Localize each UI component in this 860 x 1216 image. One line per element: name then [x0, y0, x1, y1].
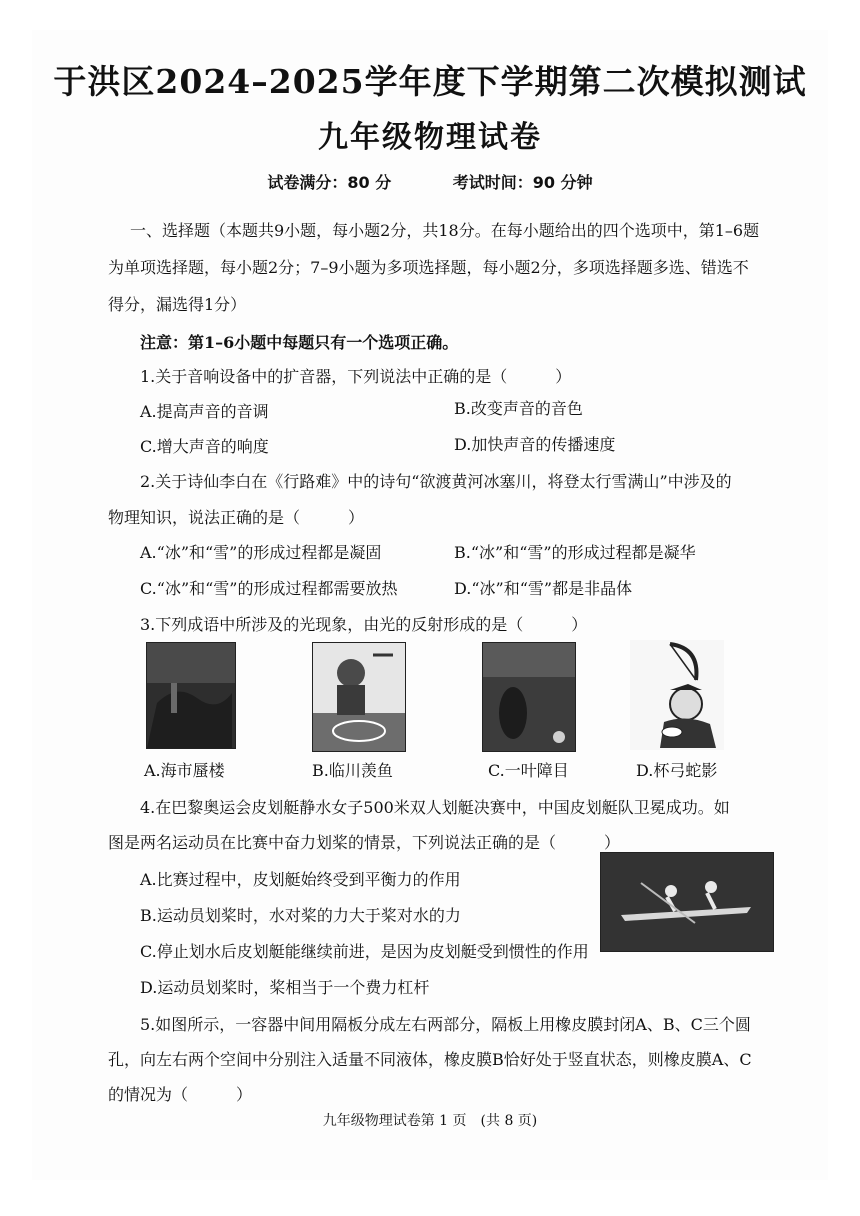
- q3-caption-d: D.杯弓蛇影: [636, 761, 718, 780]
- q2-stem-line1: 2.关于诗仙李白在《行路难》中的诗句“欲渡黄河冰塞川，将登太行雪满山”中涉及的: [140, 472, 732, 491]
- exam-page: [32, 30, 828, 1180]
- q3-caption-a: A.海市蜃楼: [144, 761, 225, 780]
- q4-option-c: C.停止划水后皮划艇能继续前进，是因为皮划艇受到惯性的作用: [140, 942, 589, 961]
- page-footer: 九年级物理试卷第 1 页 (共 8 页): [322, 1113, 538, 1129]
- q1-stem: 1.关于音响设备中的扩音器，下列说法中正确的是（ ）: [140, 367, 572, 386]
- q1-option-a: A.提高声音的音调: [140, 402, 269, 421]
- section-instruction-line1: 一、选择题（本题共9小题，每小题2分，共18分。在每小题给出的四个选项中，第1–6题: [130, 221, 760, 240]
- q3-stem: 3.下列成语中所涉及的光现象，由光的反射形成的是（ ）: [140, 615, 588, 634]
- q1-option-b: B.改变声音的音色: [454, 399, 583, 418]
- q1-option-c: C.增大声音的响度: [140, 437, 269, 456]
- q3-caption-c: C.一叶障目: [488, 761, 569, 780]
- q5-stem-line3: 的情况为（ ）: [108, 1085, 253, 1104]
- q4-stem-line1: 4.在巴黎奥运会皮划艇静水女子500米双人划艇决赛中，中国皮划艇队卫冕成功。如: [140, 798, 730, 817]
- exam-meta: [32, 170, 828, 193]
- exam-title: 于洪区2024–2025学年度下学期第二次模拟测试: [53, 62, 807, 101]
- q4-option-b: B.运动员划桨时，水对桨的力大于桨对水的力: [140, 906, 461, 925]
- section-note: 注意：第1–6小题中每题只有一个选项正确。: [140, 333, 459, 352]
- section-instruction-line3: 得分，漏选得1分）: [108, 295, 247, 314]
- q4-stem-line2: 图是两名运动员在比赛中奋力划桨的情景，下列说法正确的是（ ）: [108, 833, 621, 852]
- q4-option-d: D.运动员划桨时，桨相当于一个费力杠杆: [140, 978, 430, 997]
- exam-time: 考试时间：90 分钟: [452, 173, 593, 192]
- mirage-image: [146, 642, 236, 749]
- leaf-eye-image: [482, 642, 576, 752]
- exam-subtitle: 九年级物理试卷: [318, 120, 542, 155]
- q4-option-a: A.比赛过程中，皮划艇始终受到平衡力的作用: [140, 870, 461, 889]
- q2-option-b: B.“冰”和“雪”的形成过程都是凝华: [454, 543, 696, 562]
- q2-stem-line2: 物理知识，说法正确的是（ ）: [108, 508, 365, 527]
- fisherman-image: [312, 642, 406, 752]
- q3-caption-b: B.临川羡鱼: [312, 761, 393, 780]
- q2-option-d: D.“冰”和“雪”都是非晶体: [454, 579, 633, 598]
- bow-snake-image: [630, 640, 724, 750]
- q5-stem-line1: 5.如图所示，一容器中间用隔板分成左右两部分，隔板上用橡皮膜封闭A、B、C三个圆: [140, 1015, 751, 1034]
- kayak-image: [600, 852, 774, 952]
- section-instruction-line2: 为单项选择题，每小题2分；7–9小题为多项选择题，每小题2分，多项选择题多选、错选不: [108, 258, 749, 277]
- full-score: 试卷满分：80 分: [267, 173, 392, 192]
- q1-option-d: D.加快声音的传播速度: [454, 435, 616, 454]
- q2-option-a: A.“冰”和“雪”的形成过程都是凝固: [140, 543, 382, 562]
- q2-option-c: C.“冰”和“雪”的形成过程都需要放热: [140, 579, 398, 598]
- q5-stem-line2: 孔，向左右两个空间中分别注入适量不同液体，橡皮膜B恰好处于竖直状态，则橡皮膜A、C: [108, 1050, 752, 1069]
